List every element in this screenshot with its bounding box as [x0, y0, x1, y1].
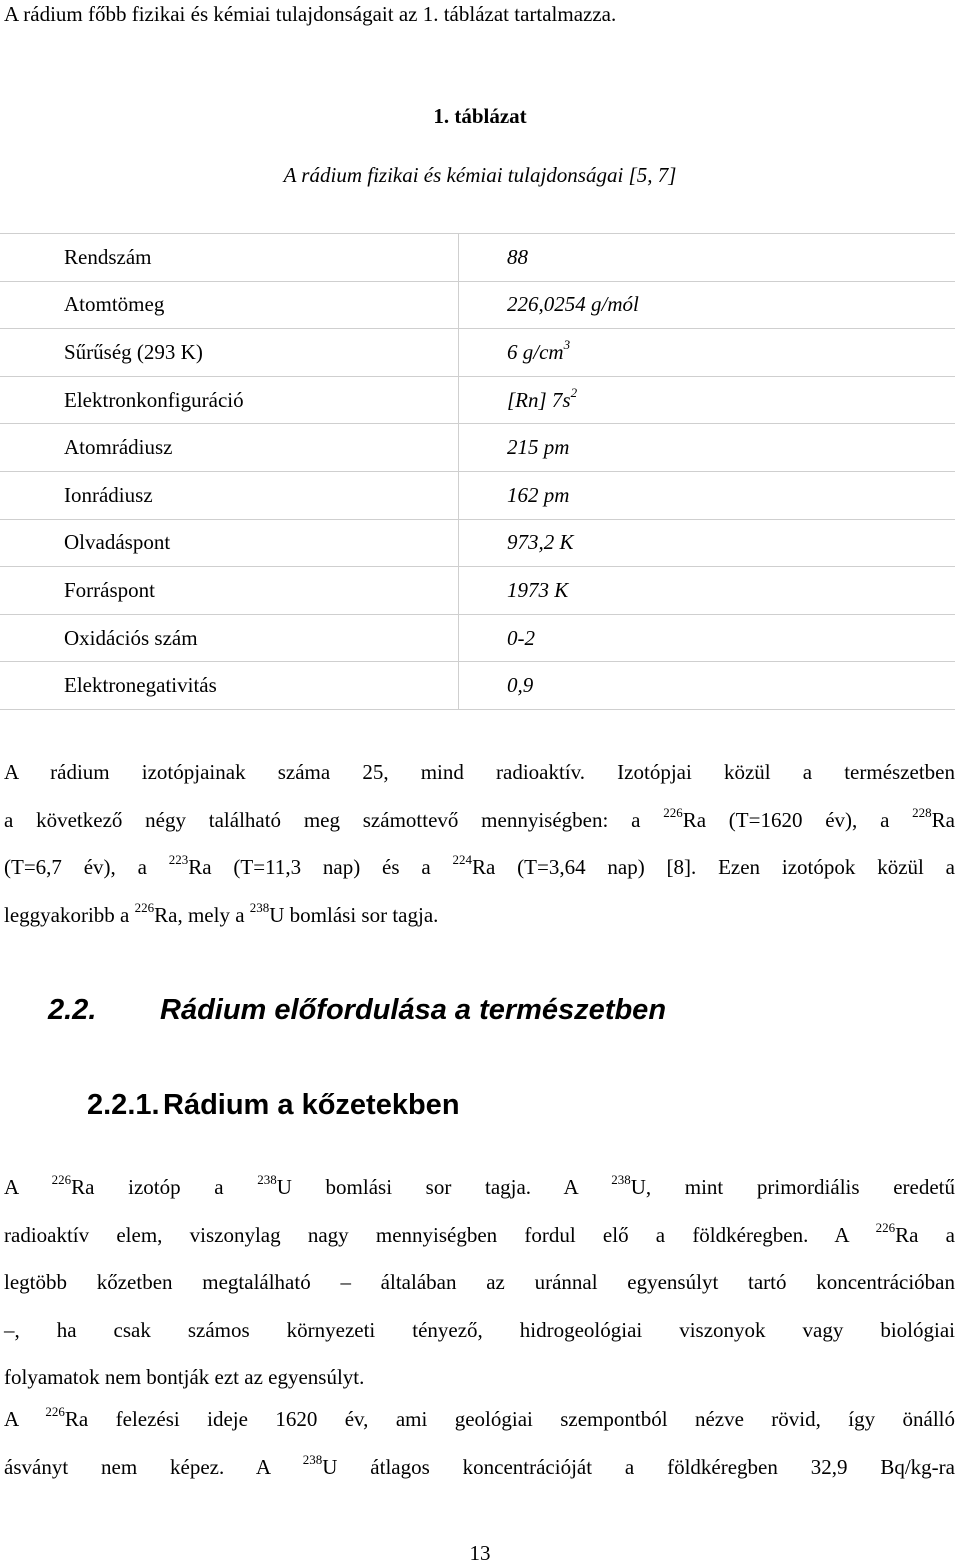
rock-paragraph [4, 1164, 955, 1402]
property-label: Elektronegativitás [0, 662, 459, 710]
text-line: leggyakoribb a $^{226}$Ra, mely a $^{238}$U bomlási sor tagja. [4, 899, 439, 927]
text-line: A rádium izotópjainak száma 25, mind radioaktív. Izotópjai közül a természetben [4, 760, 955, 784]
text-line: radioaktív elem, viszonylag nagy mennyiségben fordul elő a földkéregben. A $^{226}$Ra a [4, 1219, 956, 1247]
text-line: A $^{226}$Ra felezési ideje 1620 év, ami geológiai szempontból nézve rövid, így önálló [4, 1404, 955, 1431]
section-title: Rádium előfordulása a természetben [160, 994, 667, 1026]
property-label: Rendszám [0, 234, 459, 282]
table-caption: A rádium fizikai és kémiai tulajdonságai [5, 7] [283, 163, 677, 187]
property-value: [Rn] $7s^2$ [459, 376, 956, 424]
subsection-title: Rádium a kőzetekben [163, 1089, 460, 1121]
property-value: 973,2 K [459, 519, 956, 567]
text-line: legtöbb kőzetben megtalálható – általában az uránnal egyensúlyt tartó koncentrációban [4, 1270, 955, 1294]
halflife-paragraph [4, 1396, 955, 1491]
property-label: Elektronkonfiguráció [0, 376, 459, 424]
text-line: (T=6,7 év), a $^{223}$Ra (T=11,3 nap) és a $^{224}$Ra (T=3,64 nap) [8]. Ezen izotópok közül a [4, 852, 955, 879]
text-line: A $^{226}$Ra izotóp a $^{238}$U bomlási sor tagja. A $^{238}$U, mint primordiális eredetű [4, 1172, 955, 1199]
property-row [0, 471, 955, 519]
property-row [0, 424, 955, 472]
property-value: 1973 K [459, 567, 956, 615]
property-row [0, 329, 955, 377]
properties-table [0, 233, 955, 710]
property-value: 88 [459, 234, 956, 282]
property-label: Sűrűség (293 K) [0, 329, 459, 377]
property-row [0, 567, 955, 615]
property-label: Olvadáspont [0, 519, 459, 567]
property-row [0, 281, 955, 329]
property-value: 215 pm [459, 424, 956, 472]
property-label: Ionrádiusz [0, 471, 459, 519]
section-heading [48, 994, 666, 1027]
property-value: 162 pm [459, 471, 956, 519]
property-label: Atomrádiusz [0, 424, 459, 472]
section-number: 2.2. [48, 994, 97, 1026]
property-value: 226,0254 g/mól [459, 281, 956, 329]
isotope-paragraph [4, 749, 955, 939]
property-row [0, 376, 955, 424]
property-value: 6 $g/cm^3$ [459, 329, 956, 377]
text-line: –, ha csak számos környezeti tényező, hidrogeológiai viszonyok vagy biológiai [4, 1317, 955, 1342]
text-line: a következő négy található meg számottevő mennyiségben: a $^{226}$Ra (T=1620 év), a $^{228}$Ra [4, 804, 955, 832]
property-value: 0,9 [459, 662, 956, 710]
property-row [0, 234, 955, 282]
property-label: Forráspont [0, 567, 459, 615]
property-value: 0-2 [459, 614, 956, 662]
property-label: Atomtömeg [0, 281, 459, 329]
property-row [0, 662, 955, 710]
intro-text: A rádium főbb fizikai és kémiai tulajdonságait az 1. táblázat tartalmazza. [4, 2, 617, 26]
text-line: folyamatok nem bontják ezt az egyensúlyt. [4, 1365, 365, 1389]
property-label: Oxidációs szám [0, 614, 459, 662]
property-row [0, 614, 955, 662]
table-number: 1. táblázat [433, 104, 527, 128]
subsection-number: 2.2.1. [87, 1089, 160, 1121]
page-number: 13 [469, 1541, 491, 1565]
subsection-heading [87, 1089, 460, 1122]
text-line: ásványt nem képez. A $^{238}$U átlagos koncentrációját a földkéregben 32,9 Bq/kg-ra [4, 1451, 955, 1479]
property-row [0, 519, 955, 567]
